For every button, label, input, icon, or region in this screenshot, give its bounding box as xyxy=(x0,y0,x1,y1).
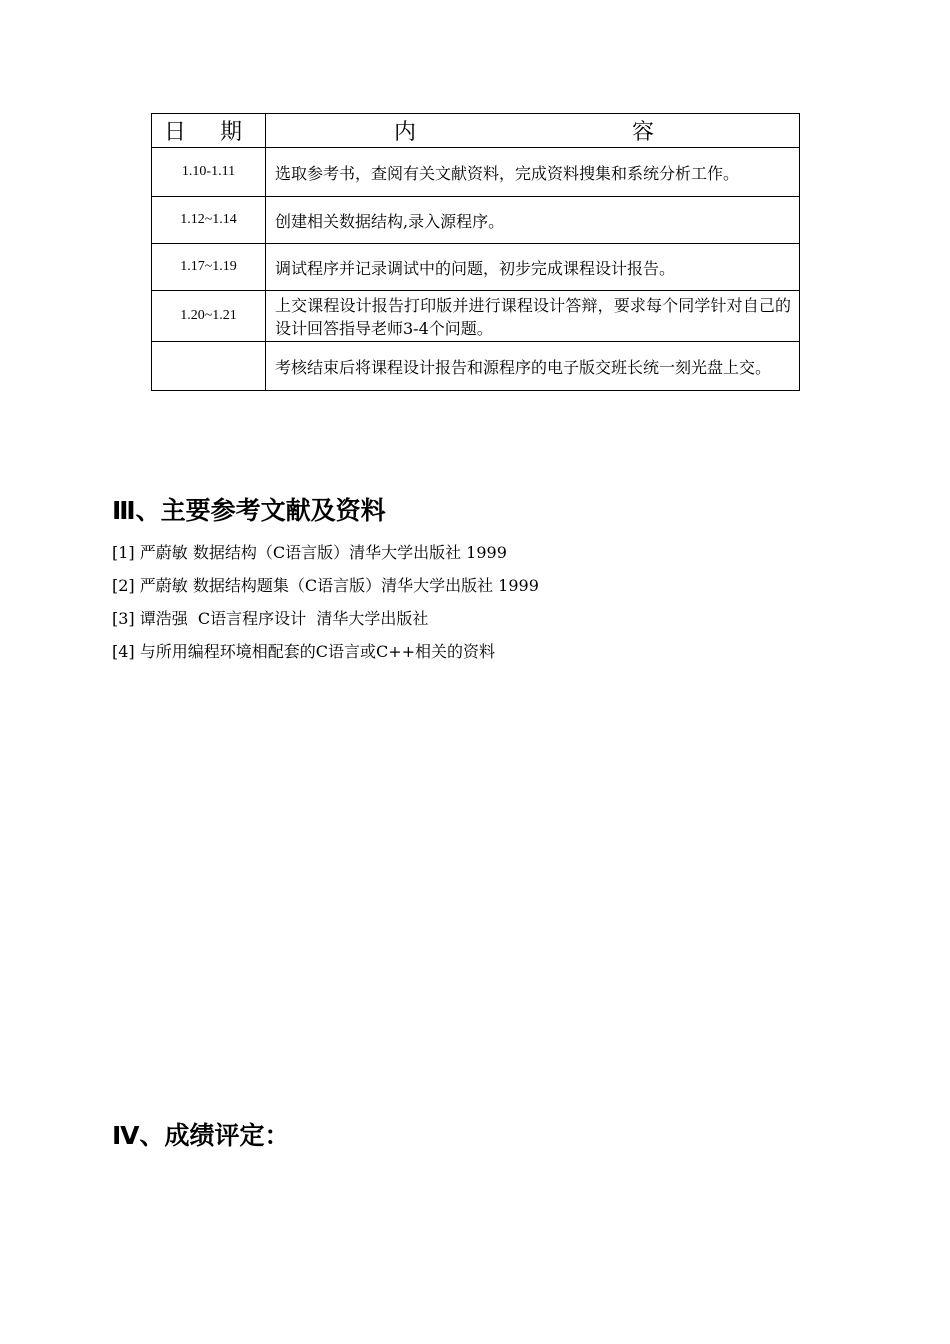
row-content: 考核结束后将课程设计报告和源程序的电子版交班长统一刻光盘上交。 xyxy=(266,342,800,391)
row-date xyxy=(152,342,266,391)
header-content xyxy=(266,114,800,148)
references-heading: Ⅲ、主要参考文献及资料 xyxy=(112,496,386,525)
row-content: 创建相关数据结构,录入源程序。 xyxy=(266,197,800,244)
header-date-char-1: 日 xyxy=(164,120,187,145)
reference-item: [1] 严蔚敏 数据结构（C语言版）清华大学出版社 1999 xyxy=(112,543,507,562)
row-content: 调试程序并记录调试中的问题，初步完成课程设计报告。 xyxy=(266,244,800,291)
reference-item: [4] 与所用编程环境相配套的C语言或C++相关的资料 xyxy=(112,642,496,661)
row-date: 1.12~1.14 xyxy=(152,197,266,244)
row-date: 1.20~1.21 xyxy=(152,291,266,342)
row-content: 选取参考书，查阅有关文献资料，完成资料搜集和系统分析工作。 xyxy=(266,148,800,197)
table-row xyxy=(152,342,800,391)
reference-item: [2] 严蔚敏 数据结构题集（C语言版）清华大学出版社 1999 xyxy=(112,576,539,595)
grading-heading: Ⅳ、成绩评定： xyxy=(112,1121,290,1150)
row-content: 上交课程设计报告打印版并进行课程设计答辩，要求每个同学针对自己的设计回答指导老师3-4个问题。 xyxy=(266,291,800,342)
table-row xyxy=(152,244,800,291)
table-row xyxy=(152,197,800,244)
row-date: 1.10-1.11 xyxy=(152,148,266,197)
row-date: 1.17~1.19 xyxy=(152,244,266,291)
reference-list xyxy=(112,540,539,672)
header-date xyxy=(152,114,266,148)
table-row xyxy=(152,148,800,197)
header-content-char-1: 内 xyxy=(394,120,417,145)
reference-item: [3] 谭浩强 C语言程序设计 清华大学出版社 xyxy=(112,609,429,628)
schedule-table xyxy=(151,113,800,391)
header-date-char-2: 期 xyxy=(220,120,243,145)
table-row xyxy=(152,291,800,342)
header-content-char-2: 容 xyxy=(632,120,655,145)
table-header-row xyxy=(152,114,800,148)
